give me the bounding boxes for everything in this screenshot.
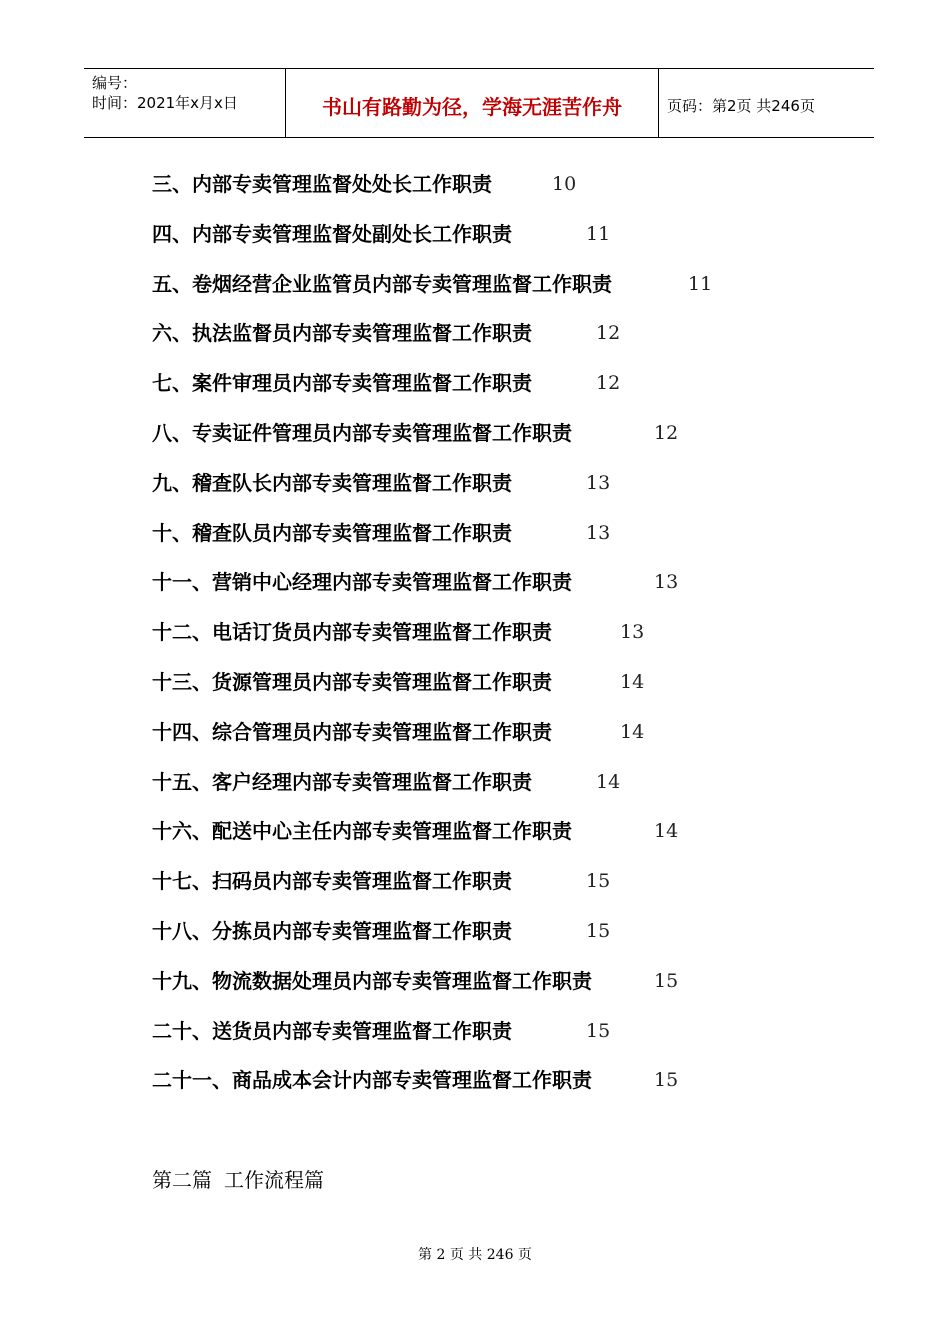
toc-entry-page: 14 <box>620 720 645 743</box>
toc-entry-page: 13 <box>654 571 679 594</box>
toc-entry-page: 15 <box>654 1069 679 1092</box>
toc-entry-title: 十、稽查队员内部专卖管理监督工作职责 <box>152 520 512 545</box>
toc-entry[interactable] <box>152 1013 852 1063</box>
toc-entry[interactable] <box>152 266 852 316</box>
toc-entry[interactable] <box>152 166 852 216</box>
toc-entry-title: 十五、客户经理内部专卖管理监督工作职责 <box>152 769 532 794</box>
doc-time-label: 时间：2021年x月x日 <box>92 94 238 112</box>
toc-entry[interactable] <box>152 315 852 365</box>
toc-entry-title: 八、专卖证件管理员内部专卖管理监督工作职责 <box>152 420 572 445</box>
toc-entry-title: 十一、营销中心经理内部专卖管理监督工作职责 <box>152 570 572 595</box>
toc-entry[interactable] <box>152 963 852 1013</box>
doc-number-label: 编号： <box>92 74 138 92</box>
toc-entry-title: 十九、物流数据处理员内部专卖管理监督工作职责 <box>152 968 592 993</box>
toc-entry[interactable] <box>152 1062 852 1112</box>
toc-entry-page: 14 <box>654 820 679 843</box>
toc-entry-page: 13 <box>586 471 611 494</box>
toc-entry[interactable] <box>152 714 852 764</box>
toc-entry-title: 六、执法监督员内部专卖管理监督工作职责 <box>152 321 532 346</box>
header-meta <box>84 69 285 137</box>
toc-entry-title: 十七、扫码员内部专卖管理监督工作职责 <box>152 869 512 894</box>
toc-entry-title: 二十一、商品成本会计内部专卖管理监督工作职责 <box>152 1068 592 1093</box>
toc-entry-title: 十四、综合管理员内部专卖管理监督工作职责 <box>152 719 552 744</box>
toc-entry-title: 九、稽查队长内部专卖管理监督工作职责 <box>152 470 512 495</box>
toc-entry-page: 15 <box>654 969 679 992</box>
toc-entry[interactable] <box>152 813 852 863</box>
toc-entry-title: 七、案件审理员内部专卖管理监督工作职责 <box>152 371 532 396</box>
toc-entry-title: 二十、送货员内部专卖管理监督工作职责 <box>152 1018 512 1043</box>
header-page-info: 页码：第2页 共246页 <box>667 96 815 115</box>
toc-entry[interactable] <box>152 564 852 614</box>
toc-entry-page: 15 <box>586 870 611 893</box>
toc-entry-page: 15 <box>586 1019 611 1042</box>
toc-entry-title: 十三、货源管理员内部专卖管理监督工作职责 <box>152 669 552 694</box>
toc-entry-title: 四、内部专卖管理监督处副处长工作职责 <box>152 221 512 246</box>
toc-entry-page: 11 <box>586 222 611 245</box>
toc-entry-page: 13 <box>620 621 645 644</box>
section-heading <box>152 1162 336 1198</box>
toc-entry-page: 12 <box>596 372 621 395</box>
toc-entry-page: 10 <box>552 173 577 195</box>
toc-entry[interactable] <box>152 365 852 415</box>
toc-entry[interactable] <box>152 415 852 465</box>
toc-entry[interactable] <box>152 863 852 913</box>
section-part: 第二篇 <box>152 1168 212 1192</box>
toc-entry-page: 13 <box>586 521 611 544</box>
page-footer: 第 2 页 共 246 页 <box>418 1247 532 1263</box>
toc-entry-title: 十八、分拣员内部专卖管理监督工作职责 <box>152 918 512 943</box>
section-title: 工作流程篇 <box>224 1168 324 1192</box>
toc-entry-title: 五、卷烟经营企业监管员内部专卖管理监督工作职责 <box>152 271 612 296</box>
page-header <box>84 68 874 138</box>
toc-entry-page: 14 <box>596 770 621 793</box>
toc-entry[interactable] <box>152 614 852 664</box>
toc-entry-page: 12 <box>596 322 621 345</box>
toc-entry[interactable] <box>152 913 852 963</box>
toc-entry[interactable] <box>152 216 852 266</box>
toc-entry[interactable] <box>152 764 852 814</box>
toc-entry-title: 十二、电话订货员内部专卖管理监督工作职责 <box>152 620 552 645</box>
toc-entry[interactable] <box>152 465 852 515</box>
header-motto: 书山有路勤为径，学海无涯苦作舟 <box>285 69 659 137</box>
toc-entry[interactable] <box>152 664 852 714</box>
toc-entry-page: 12 <box>654 421 679 444</box>
toc-entry-title: 三、内部专卖管理监督处处长工作职责 <box>152 172 492 196</box>
toc-entry-title: 十六、配送中心主任内部专卖管理监督工作职责 <box>152 819 572 844</box>
table-of-contents <box>152 166 852 1112</box>
toc-entry[interactable] <box>152 515 852 565</box>
toc-entry-page: 15 <box>586 919 611 942</box>
toc-entry-page: 11 <box>688 272 713 295</box>
toc-entry-page: 14 <box>620 670 645 693</box>
